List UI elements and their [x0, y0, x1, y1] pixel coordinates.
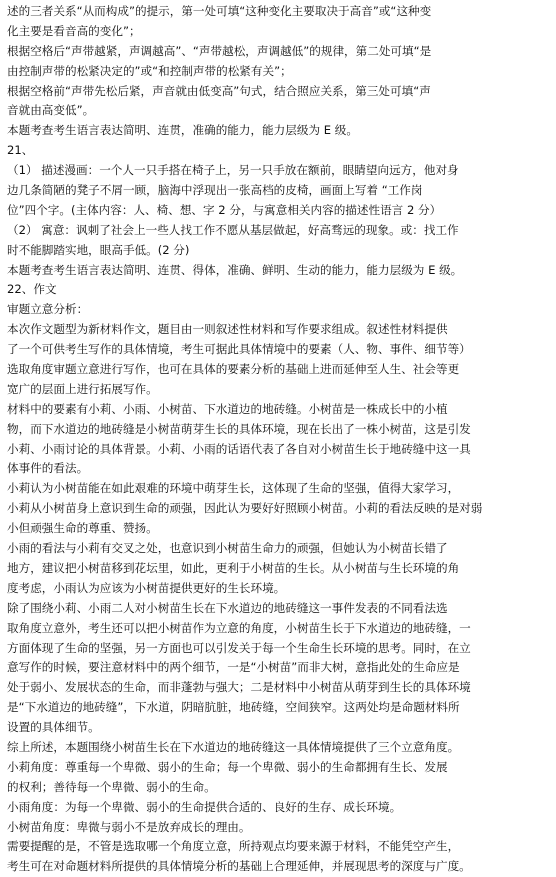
text-line: 的权利；善待每一个卑微、弱小的生命。: [7, 779, 216, 794]
document-body: [7, 2, 550, 877]
text-line: （2） 寓意：讽刺了社会上一些人找工作不愿从基层做起，好高骛远的现象。或：找工作: [7, 222, 459, 237]
text-line: 小雨角度：为每一个卑微、弱小的生命提供合适的、良好的生存、成长环境。: [7, 799, 402, 814]
text-line: 方面体现了生命的坚强，另一方面也可以引发关于每一个生命生长环境的思考。同时，在立: [7, 640, 471, 655]
text-line: 根据空格后“声带越紧，声调越高”、“声带越松，声调越低”的规律，第二处可填“是: [7, 43, 432, 58]
text-line: 音就由高变低”。: [7, 103, 95, 118]
text-line: 小莉从小树苗身上意识到生命的顽强，因此认为要好好照顾小树苗。小莉的看法反映的是对弱: [7, 501, 483, 516]
text-line: 体事件的看法。: [7, 461, 89, 476]
text-line: 小树苗角度：卑微与弱小不是放弃成长的理由。: [7, 819, 251, 834]
text-line: 化主要是看音高的变化”；: [7, 23, 141, 38]
text-line: 处于弱小、发展状态的生命，而非蓬勃与强大；二是材料中小树苗从萌芽到生长的具体环境: [7, 680, 471, 695]
text-line: 度考虑，小雨认为应该为小树苗提供更好的生长环境。: [7, 580, 286, 595]
text-line: 宽广的层面上进行拓展写作。: [7, 381, 158, 396]
text-line: 本题考查考生语言表达简明、连贯，准确的能力，能力层级为 E 级。: [7, 123, 358, 138]
text-line: 由控制声带的松紧决定的”或“和控制声带的松紧有关”；: [7, 63, 292, 78]
text-line: 时不能脚踏实地，眼高手低。(2 分): [7, 242, 190, 257]
text-line: 审题立意分析：: [7, 302, 89, 317]
text-line: 取角度立意外，考生还可以把小树苗作为立意的角度，小树苗生长于下水道边的地砖缝，一: [7, 620, 471, 635]
text-line: 意写作的时候，要注意材料中的两个细节，一是“小树苗”而非大树，意指此处的生命应是: [7, 660, 460, 675]
text-line: （1） 描述漫画：一个人一只手搭在椅子上，另一只手放在额前，眼睛望向远方，他对身: [7, 163, 459, 178]
text-line: 小莉认为小树苗能在如此艰难的环境中萌芽生长，这体现了生命的坚强，值得大家学习，: [7, 481, 460, 496]
text-line: 地方，建议把小树苗移到花坛里，如此，更利于小树苗的生长。从小树苗与生长环境的角: [7, 560, 460, 575]
text-line: 需要提醒的是，不管是选取哪一个角度立意，所持观点均要来源于材料，不能凭空产生，: [7, 839, 460, 854]
text-line: 小莉、小雨讨论的具体背景。小莉、小雨的话语代表了各自对小树苗生长于地砖缝中这一具: [7, 441, 471, 456]
text-line: 选取角度审题立意进行写作，也可在具体的要素分析的基础上进而延伸至人生、社会等更: [7, 362, 460, 377]
text-line: 除了围绕小莉、小雨二人对小树苗生长在下水道边的地砖缝这一事件发表的不同看法选: [7, 600, 448, 615]
text-line: 综上所述，本题围绕小树苗生长在下水道边的地砖缝这一具体情境提供了三个立意角度。: [7, 739, 460, 754]
text-line: 物，而下水道边的地砖缝是小树苗萌芽生长的具体环境，现在长出了一株小树苗，这是引发: [7, 421, 471, 436]
text-line: 本题考查考生语言表达简明、连贯、得体，准确、鲜明、生动的能力，能力层级为 E 级。: [7, 262, 463, 277]
text-line: 是“下水道边的地砖缝”，下水道，阴暗肮脏，地砖缝，空间狭窄。这两处均是命题材料所: [7, 700, 460, 715]
text-line: 小莉角度：尊重每一个卑微、弱小的生命；每一个卑微、弱小的生命都拥有生长、发展: [7, 759, 448, 774]
text-line: 了一个可供考生写作的具体情境，考生可据此具体情境中的要素（人、物、事件、细节等）: [7, 342, 471, 357]
text-line: 本次作文题型为新材料作文，题目由一则叙述性材料和写作要求组成。叙述性材料提供: [7, 322, 448, 337]
text-line: 述的三者关系“从而构成”的提示，第一处可填“这种变化主要取决于高音”或“这种变: [7, 4, 432, 18]
text-line: 考生可在对命题材料所提供的具体情境分析的基础上合理延伸，并展现思考的深度与广度。: [7, 859, 471, 874]
text-line: 设置的具体细节。: [7, 720, 100, 735]
text-line: 22、作文: [7, 282, 57, 297]
text-line: 材料中的要素有小莉、小雨、小树苗、下水道边的地砖缝。小树苗是一株成长中的小植: [7, 401, 448, 416]
text-line: 位”四个字。(主体内容：人、椅、想、字 2 分，与寓意相关内容的描述性语言 2 分）: [7, 202, 442, 217]
text-line: 小雨的看法与小莉有交叉之处，也意识到小树苗生命力的顽强，但她认为小树苗长错了: [7, 541, 448, 556]
text-line: 边几条简陋的凳子不屑一顾，脑海中浮现出一张高档的皮椅，画面上写着 “工作岗: [7, 183, 423, 198]
text-line: 根据空格前“声带先松后紧，声音就由低变高”句式，结合照应关系，第三处可填“声: [7, 83, 431, 98]
text-line: 21、: [7, 143, 34, 158]
text-line: 小但顽强生命的尊重、赞扬。: [7, 521, 158, 536]
